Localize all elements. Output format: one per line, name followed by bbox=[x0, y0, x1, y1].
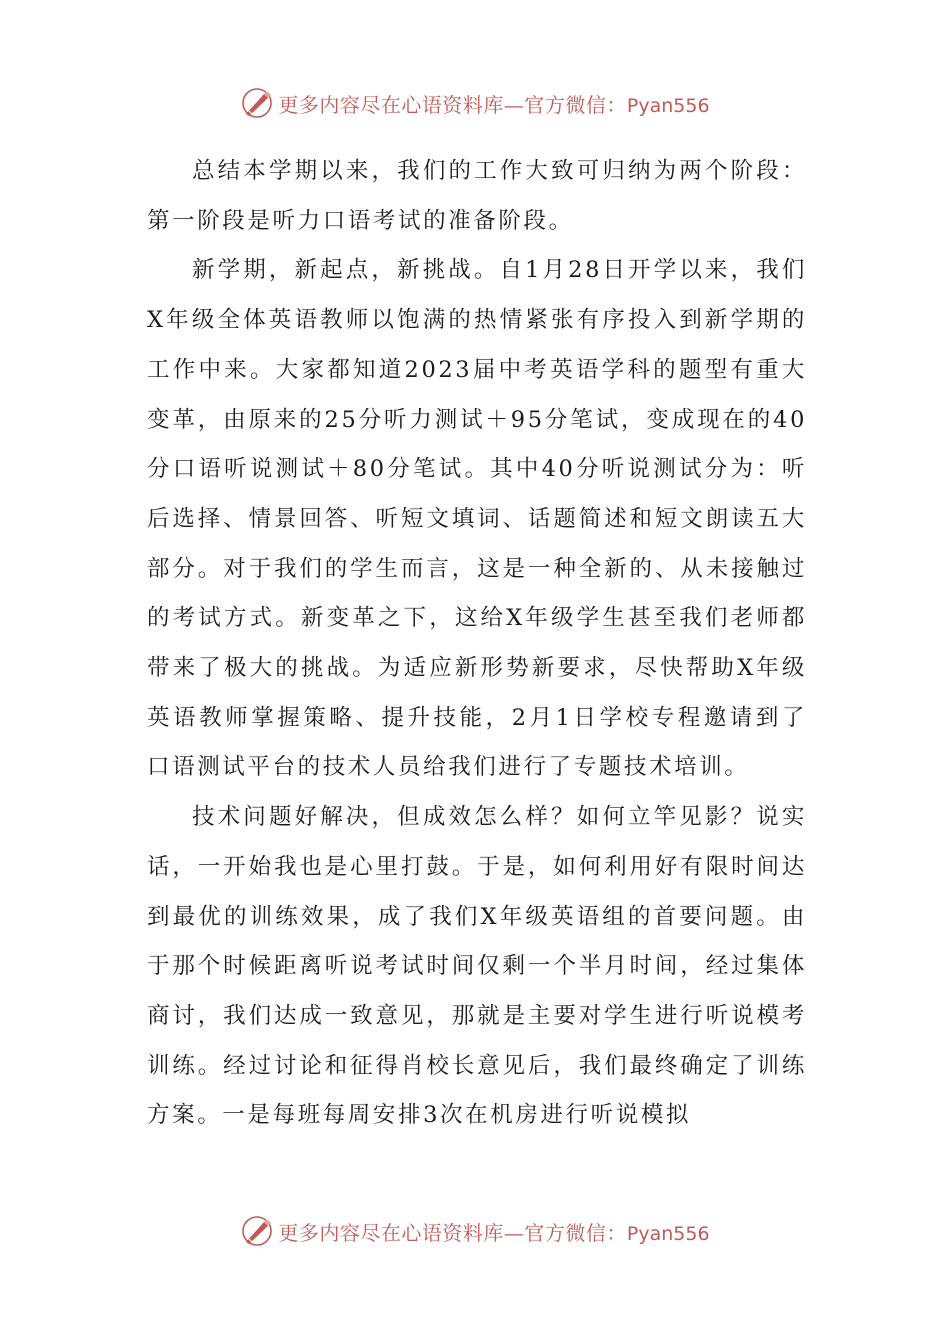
banner-text: 更多内容尽在心语资料库—官方微信：Pyan556 bbox=[278, 92, 710, 117]
pen-nib-logo-icon bbox=[240, 86, 274, 120]
banner-wechat-id: Pyan556 bbox=[626, 94, 710, 117]
document-body bbox=[147, 147, 807, 1141]
footer-banner bbox=[0, 1211, 950, 1251]
banner-text: 更多内容尽在心语资料库—官方微信：Pyan556 bbox=[278, 1220, 710, 1245]
header-banner bbox=[0, 83, 950, 123]
paragraph-2: 新学期，新起点，新挑战。自1月28日开学以来，我们X年级全体英语教师以饱满的热情紧张有序投入到新学期的工作中来。大家都知道2023届中考英语学科的题型有重大变革，由原来的25分听力测试＋95分笔试，变成现在的40分口语听说测试＋80分笔试。其中40分听说测试分为：听后选择、情景回答、听短文填词、话题简述和短文朗读五大部分。对于我们的学生而言，这是一种全新的、从未接触过的考试方式。新变革之下，这给X年级学生甚至我们老师都带来了极大的挑战。为适应新形势新要求，尽快帮助X年级英语教师掌握策略、提升技能，2月1日学校专程邀请到了口语测试平台的技术人员给我们进行了专题技术培训。 bbox=[147, 257, 807, 781]
banner-wechat-id: Pyan556 bbox=[626, 1222, 710, 1245]
paragraph-1: 总结本学期以来，我们的工作大致可归纳为两个阶段：第一阶段是听力口语考试的准备阶段。 bbox=[147, 158, 807, 234]
pen-nib-logo-icon bbox=[240, 1214, 274, 1248]
paragraph-3: 技术问题好解决，但成效怎么样？如何立竿见影？说实话，一开始我也是心里打鼓。于是，如何利用好有限时间达到最优的训练效果，成了我们X年级英语组的首要问题。由于那个时候距离听说考试时间仅剩一个半月时间，经过集体商讨，我们达成一致意见，那就是主要对学生进行听说模考训练。经过讨论和征得肖校长意见后，我们最终确定了训练方案。一是每班每周安排3次在机房进行听说模拟 bbox=[147, 804, 807, 1129]
